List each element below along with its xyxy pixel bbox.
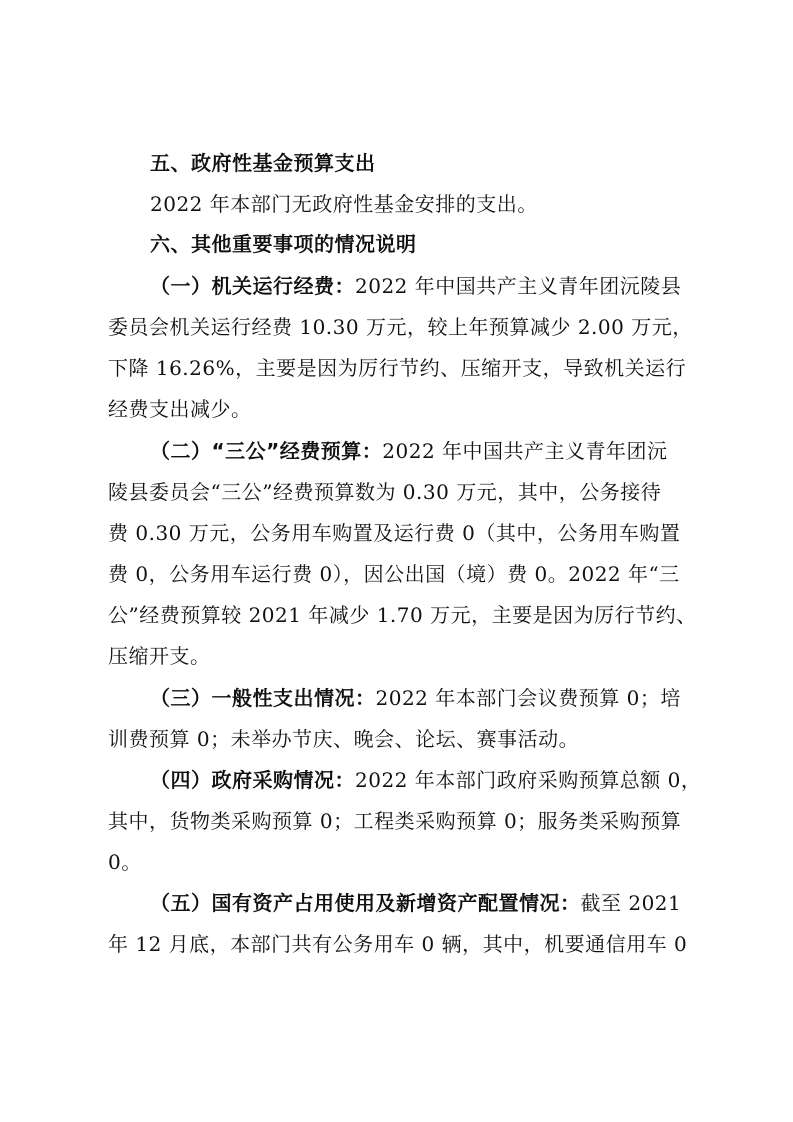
- item-two-line-6: 压缩开支。: [108, 644, 211, 668]
- item-two-text-1: 2022 年中国共产主义青年团沅: [382, 439, 668, 463]
- item-four-line-1: [150, 767, 701, 793]
- item-two-heading: （二）“三公”经费预算：: [150, 439, 383, 463]
- section-five-title: 五、政府性基金预算支出: [150, 151, 376, 175]
- item-one-line-3: 下降 16.26%，主要是因为厉行节约、压缩开支，导致机关运行: [108, 356, 687, 380]
- item-four-heading: （四）政府采购情况：: [150, 768, 355, 792]
- item-one-line-2: 委员会机关运行经费 10.30 万元，较上年预算减少 2.00 万元，: [108, 315, 693, 339]
- section-five-body: 2022 年本部门无政府性基金安排的支出。: [150, 192, 538, 216]
- section-six-title: 六、其他重要事项的情况说明: [150, 232, 417, 256]
- item-two-line-1: [150, 438, 668, 464]
- item-one-line-4: 经费支出减少。: [108, 397, 252, 421]
- item-five-heading: （五）国有资产占用使用及新增资产配置情况：: [150, 891, 581, 915]
- item-one-heading: （一）机关运行经费：: [150, 274, 355, 298]
- item-five-text-1: 截至 2021: [580, 891, 682, 915]
- item-four-line-3: 0。: [108, 850, 142, 874]
- item-two-line-3: 费 0.30 万元，公务用车购置及运行费 0（其中，公务用车购置: [108, 521, 681, 545]
- item-two-line-4: 费 0，公务用车运行费 0），因公出国（境）费 0。2022 年“三: [108, 562, 680, 586]
- item-three-line-2: 训费预算 0；未举办节庆、晚会、论坛、赛事活动。: [108, 727, 580, 751]
- item-one-line-1: [150, 273, 681, 299]
- item-four-text-1: 2022 年本部门政府采购预算总额 0，: [355, 768, 702, 792]
- item-three-line-1: [150, 685, 681, 711]
- item-four-line-2: 其中，货物类采购预算 0；工程类采购预算 0；服务类采购预算: [108, 809, 682, 833]
- item-one-text-1: 2022 年中国共产主义青年团沅陵县: [355, 274, 682, 298]
- item-three-text-1: 2022 年本部门会议费预算 0；培: [375, 686, 681, 710]
- item-three-heading: （三）一般性支出情况：: [150, 686, 376, 710]
- item-five-line-2: 年 12 月底，本部门共有公务用车 0 辆，其中，机要通信用车 0: [108, 932, 688, 956]
- item-two-line-5: 公”经费预算较 2021 年减少 1.70 万元，主要是因为厉行节约、: [108, 603, 697, 627]
- item-two-line-2: 陵县委员会“三公”经费预算数为 0.30 万元，其中，公务接待: [108, 480, 662, 504]
- item-five-line-1: [150, 890, 681, 916]
